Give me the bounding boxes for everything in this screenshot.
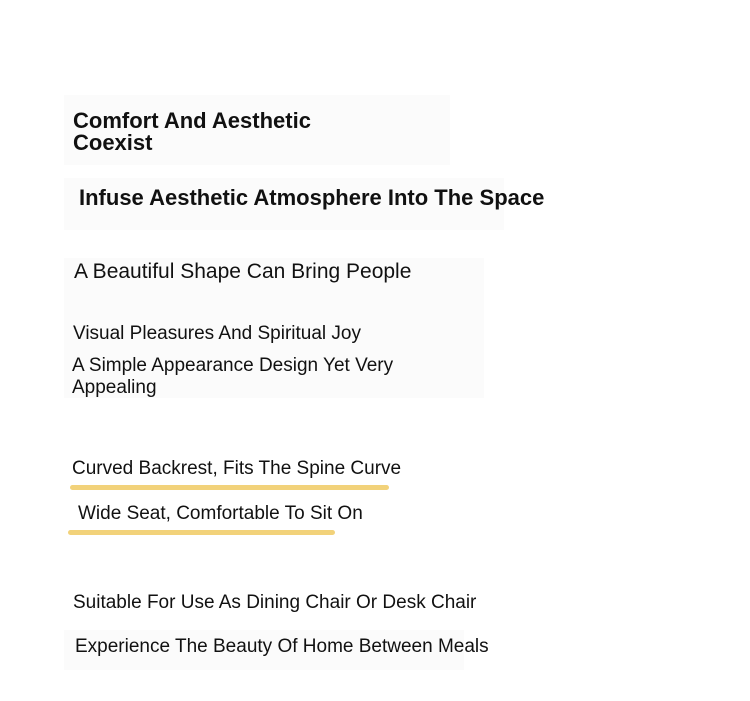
usage-line-beauty: Experience The Beauty Of Home Between Meals bbox=[75, 636, 489, 657]
page-subtitle: Infuse Aesthetic Atmosphere Into The Space bbox=[79, 185, 545, 210]
feature-seat-underline bbox=[68, 530, 335, 535]
intro-line-appearance: A Simple Appearance Design Yet Very Appealing bbox=[72, 355, 394, 398]
feature-backrest: Curved Backrest, Fits The Spine Curve bbox=[72, 458, 402, 479]
feature-backrest-underline bbox=[70, 485, 389, 490]
page-title: Comfort And Aesthetic Coexist bbox=[73, 108, 311, 155]
intro-line-pleasures: Visual Pleasures And Spiritual Joy bbox=[73, 323, 361, 344]
intro-line-shape: A Beautiful Shape Can Bring People bbox=[74, 260, 412, 283]
feature-seat: Wide Seat, Comfortable To Sit On bbox=[78, 503, 363, 524]
usage-line-chair: Suitable For Use As Dining Chair Or Desk Chair bbox=[73, 592, 477, 613]
